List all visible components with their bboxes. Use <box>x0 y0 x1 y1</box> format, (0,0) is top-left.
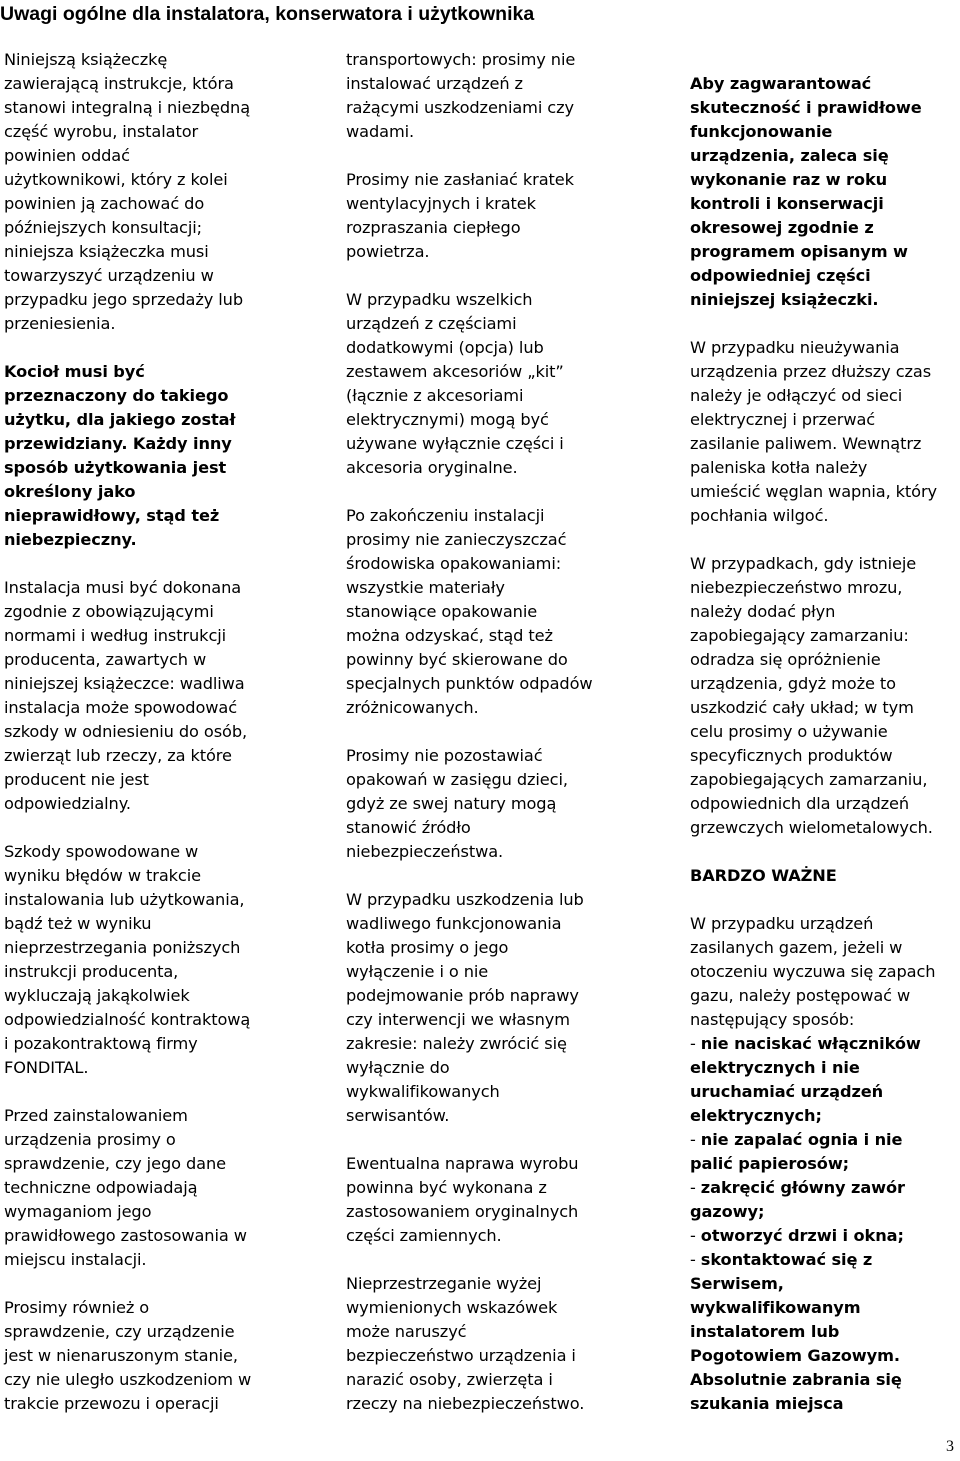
paragraph-frost-protection: W przypadkach, gdy istnieje niebezpieczeństwo mrozu, należy dodać płyn zapobiegający zamarzaniu: odradza się opróżnienie urządzenia, gdyż może to uszkodzić cały układ; w tym celu prosimy o używanie specyficznych produktów zapobiegających zamarzaniu, odpowiednich dla urządzeń grzewczych wielometalowych. <box>690 554 933 837</box>
list-item: - nie zapalać ognia i nie <box>690 1130 903 1149</box>
paragraph-intended-use-warning: Kocioł musi być przeznaczony do takiego użytku, dla jakiego został przewidziany. Każdy inny sposób użytkowania jest określony jako nieprawidłowy, stąd też niebezpieczny. <box>4 362 236 549</box>
list-item-continued: elektrycznych i nie <box>690 1058 860 1077</box>
list-item: - otworzyć drzwi i okna; <box>690 1226 904 1245</box>
document-heading: Uwagi ogólne dla instalatora, konserwatora i użytkownika <box>0 3 535 25</box>
paragraph-long-disuse: W przypadku nieużywania urządzenia przez dłuższy czas należy je odłączyć od sieci elektrycznej i przerwać zasilanie paliwem. Wewnątrz paleniska kotła należy umieścić węglan wapnia, który pochłania wilgoć. <box>690 338 938 525</box>
list-item-continued: Pogotowiem Gazowym. <box>690 1346 900 1365</box>
paragraph-liability: Szkody spowodowane w wyniku błędów w trakcie instalowania lub użytkowania, bądź też w wyniku nieprzestrzegania poniższych instrukcji producenta, wykluczają jakąkolwiek odpowiedzialność kontraktową i pozakontraktową firmy FONDITAL. <box>4 842 251 1077</box>
paragraph-annual-service: Aby zagwarantować skuteczność i prawidłowe funkcjonowanie urządzenia, zaleca się wykonanie raz w roku kontroli i konserwacji okresowej zgodnie z programem opisanym w odpowiedniej części niniejszej książeczki. <box>690 74 922 309</box>
important-heading: BARDZO WAŻNE <box>690 866 837 885</box>
paragraph-installation-rules: Instalacja musi być dokonana zgodnie z obowiązującymi normami i według instrukcji producenta, zawartych w niniejszej książeczce: wadliwa instalacja może spowodować szkody w odniesieniu do osób, zwierząt lub rzeczy, za które producent nie jest odpowiedzialny. <box>4 578 248 813</box>
list-item-continued: gazowy; <box>690 1202 765 1221</box>
paragraph-gas-smell-instructions: W przypadku urządzeń zasilanych gazem, jeżeli w otoczeniu wyczuwa się zapach gazu, należy postępować w następujący sposób: - nie naciskać włączników elektrycznych i nie uruchamiać urządzeń elektrycznych; - nie zapalać ognia i nie palić papierosów; - zakręcić główny zawór gazowy; - otworzyć drzwi i okna; - skontaktować się z Serwisem, wykwalifikowanym instalatorem lub Pogotowiem Gazowym. Absolutnie zabrania się szukania miejsca <box>690 912 960 1416</box>
paragraph-ventilation-grilles: Prosimy nie zasłaniać kratek wentylacyjnych i kratek rozpraszania ciepłego powietrza. <box>346 170 574 261</box>
column-left <box>4 48 304 1440</box>
paragraph-malfunction: W przypadku uszkodzenia lub wadliwego funkcjonowania kotła prosimy o jego wyłączenie i o nie podejmowanie prób naprawy czy interwencji we własnym zakresie: należy zwrócić się wyłącznie do wykwalifikowanych serwisantów. <box>346 890 584 1125</box>
list-item-continued: palić papierosów; <box>690 1154 850 1173</box>
list-item: - skontaktować się z <box>690 1250 873 1269</box>
paragraph-pre-installation-check: Przed zainstalowaniem urządzenia prosimy o sprawdzenie, czy jego dane techniczne odpowiadają wymaganiom jego prawidłowego zastosowania w miejscu instalacji. <box>4 1106 247 1269</box>
paragraph-transport-damage-check: Prosimy również o sprawdzenie, czy urządzenie jest w nienaruszonym stanie, czy nie uległo uszkodzeniom w trakcie przewozu i operacji <box>4 1298 252 1413</box>
list-item-continued: Absolutnie zabrania się <box>690 1370 902 1389</box>
paragraph-repair-parts: Ewentualna naprawa wyrobu powinna być wykonana z zastosowaniem oryginalnych części zamiennych. <box>346 1154 579 1245</box>
list-item-continued: wykwalifikowanym <box>690 1298 861 1317</box>
paragraph-transport-damage-continued: transportowych: prosimy nie instalować urządzeń z rażącymi uszkodzeniami czy wadami. <box>346 50 576 141</box>
paragraph-noncompliance: Nieprzestrzeganie wyżej wymienionych wskazówek może naruszyć bezpieczeństwo urządzenia i narazić osoby, zwierzęta i rzeczy na niebezpieczeństwo. <box>346 1274 585 1413</box>
column-right <box>690 48 960 1440</box>
list-item-continued: uruchamiać urządzeń <box>690 1082 884 1101</box>
page-number: 3 <box>946 1438 954 1455</box>
list-item-continued: elektrycznych; <box>690 1106 822 1125</box>
paragraph-original-accessories: W przypadku wszelkich urządzeń z częściami dodatkowymi (opcja) lub zestawem akcesoriów „kit” (łącznie z akcesoriami elektrycznymi) mogą być używane wyłącznie części i akcesoria oryginalne. <box>346 290 564 477</box>
paragraph-packaging-disposal: Po zakończeniu instalacji prosimy nie zanieczyszczać środowiska opakowaniami: wszystkie materiały stanowiące opakowanie można odzyskać, stąd też powinny być skierowane do specjalnych punktów odpadów zróżnicowanych. <box>346 506 593 717</box>
list-item-continued: instalatorem lub <box>690 1322 840 1341</box>
list-item-continued: szukania miejsca <box>690 1394 844 1413</box>
list-item: - nie naciskać włączników <box>690 1034 921 1053</box>
list-item-continued: Serwisem, <box>690 1274 784 1293</box>
paragraph-manual-handover: Niniejszą książeczkę zawierającą instrukcje, która stanowi integralną i niezbędną część wyrobu, instalator powinien oddać użytkownikowi, który z kolei powinien ją zachować do późniejszych konsultacji; niniejsza książeczka musi towarzyszyć urządzeniu w przypadku jego sprzedaży lub przeniesienia. <box>4 50 251 333</box>
column-middle <box>346 48 646 1440</box>
paragraph-packaging-children: Prosimy nie pozostawiać opakowań w zasięgu dzieci, gdyż ze swej natury mogą stanowić źródło niebezpieczeństwa. <box>346 746 568 861</box>
list-item: - zakręcić główny zawór <box>690 1178 905 1197</box>
